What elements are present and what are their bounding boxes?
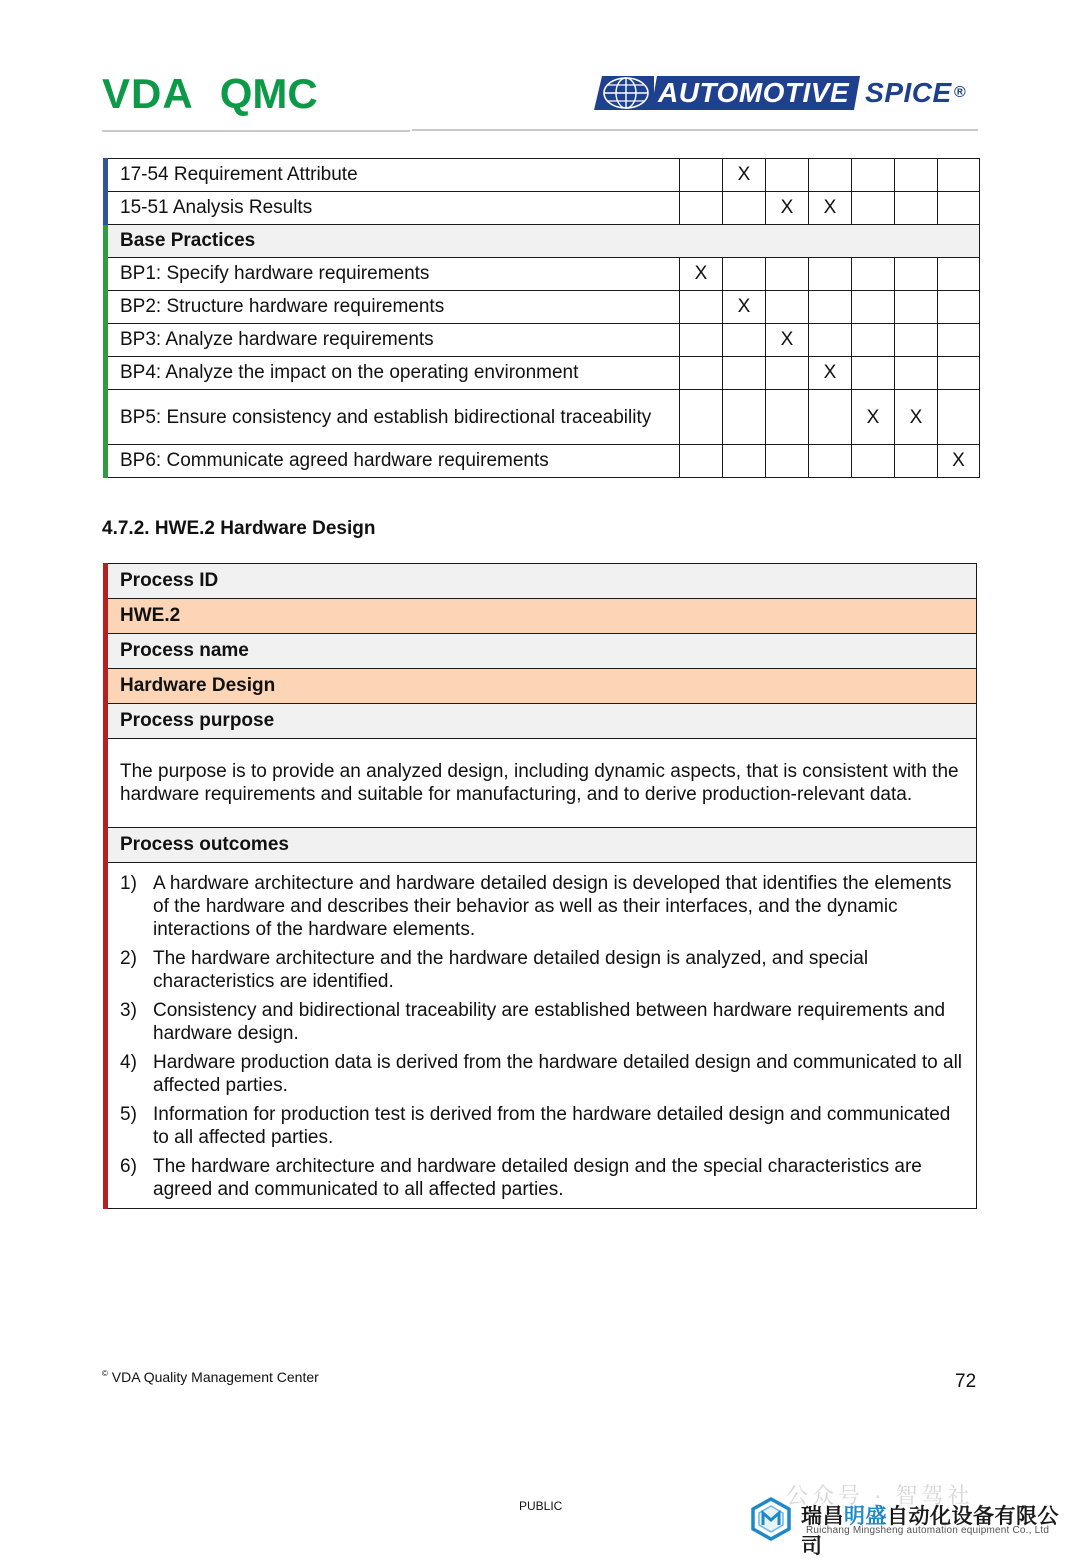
- process-id-label: Process ID: [106, 564, 977, 599]
- matrix-section-label: Base Practices: [106, 225, 980, 258]
- matrix-mark-cell: X: [809, 192, 852, 225]
- company-logo-icon: [750, 1497, 792, 1541]
- matrix-mark-cell: X: [852, 390, 895, 445]
- classification-label: PUBLIC: [519, 1499, 563, 1513]
- matrix-mark-cell: [938, 324, 980, 357]
- matrix-mark-cell: [723, 445, 766, 478]
- matrix-mark-cell: [766, 291, 809, 324]
- matrix-mark-cell: [852, 192, 895, 225]
- matrix-mark-cell: [680, 192, 723, 225]
- matrix-mark-cell: [723, 357, 766, 390]
- company-name-cn: 瑞昌明盛自动化设备有限公司: [801, 1504, 1059, 1558]
- matrix-mark-cell: X: [766, 324, 809, 357]
- matrix-mark-cell: [938, 357, 980, 390]
- outcome-number: 3): [120, 1000, 137, 1021]
- matrix-section-row: [106, 225, 980, 258]
- process-purpose-label: Process purpose: [106, 704, 977, 739]
- matrix-mark-cell: [680, 324, 723, 357]
- matrix-mark-cell: [723, 192, 766, 225]
- matrix-mark-cell: [938, 192, 980, 225]
- automotive-spice-logo: [594, 76, 978, 110]
- matrix-mark-cell: [852, 324, 895, 357]
- matrix-mark-cell: [938, 258, 980, 291]
- vda-logo-text: VDA: [102, 70, 194, 117]
- matrix-mark-cell: [723, 258, 766, 291]
- matrix-mark-cell: [680, 159, 723, 192]
- matrix-row: [106, 324, 980, 357]
- matrix-mark-cell: [895, 159, 938, 192]
- outcome-text: Consistency and bidirectional traceability are established between hardware requirements and hardware design.: [153, 1000, 946, 1044]
- matrix-mark-cell: [766, 159, 809, 192]
- matrix-mark-cell: [895, 192, 938, 225]
- matrix-mark-cell: [809, 291, 852, 324]
- outcome-text: Information for production test is derived from the hardware detailed design and communicated to all affected parties.: [153, 1104, 951, 1148]
- matrix-row-label: BP3: Analyze hardware requirements: [106, 324, 680, 357]
- matrix-mark-cell: [852, 159, 895, 192]
- outcome-number: 4): [120, 1052, 137, 1073]
- outcome-text: The hardware architecture and the hardware detailed design is analyzed, and special characteristics are identified.: [153, 948, 869, 992]
- watermark-ghost-text: 公众号 · 智驾社: [786, 1483, 974, 1508]
- header-rule-right: [412, 129, 978, 131]
- section-heading: 4.7.2. HWE.2 Hardware Design: [102, 518, 376, 539]
- matrix-mark-cell: X: [895, 390, 938, 445]
- matrix-mark-cell: [809, 390, 852, 445]
- outcome-text: A hardware architecture and hardware detailed design is developed that identifies the elements of the hardware and describes their behavior as well as their interfaces, and the dynamic interactions of the hardware elements.: [153, 873, 952, 940]
- outcome-text: Hardware production data is derived from the hardware detailed design and communicated to all affected parties.: [153, 1052, 963, 1096]
- vda-qmc-logo: [102, 70, 318, 118]
- matrix-mark-cell: [852, 291, 895, 324]
- globe-icon: [594, 76, 654, 110]
- matrix-mark-cell: [723, 390, 766, 445]
- matrix-mark-cell: [895, 445, 938, 478]
- matrix-row-label: BP2: Structure hardware requirements: [106, 291, 680, 324]
- outcome-number: 5): [120, 1104, 137, 1125]
- matrix-row: [106, 390, 980, 445]
- matrix-mark-cell: [809, 159, 852, 192]
- outcome-number: 6): [120, 1156, 137, 1177]
- process-outcomes-cell: [106, 863, 977, 1209]
- process-name-value: Hardware Design: [106, 669, 977, 704]
- header-rule-left: [102, 130, 410, 132]
- company-name-en: Ruichang Mingsheng automation equipment Co., Ltd: [806, 1525, 1050, 1536]
- outcome-number: 1): [120, 873, 137, 894]
- matrix-mark-cell: [895, 291, 938, 324]
- matrix-mark-cell: [766, 357, 809, 390]
- matrix-row: [106, 291, 980, 324]
- qmc-logo-text: QMC: [219, 70, 318, 117]
- matrix-mark-cell: [680, 390, 723, 445]
- process-id-value: HWE.2: [106, 599, 977, 634]
- process-name-label: Process name: [106, 634, 977, 669]
- matrix-row: [106, 357, 980, 390]
- matrix-row-label: BP5: Ensure consistency and establish bidirectional traceability: [106, 390, 680, 445]
- matrix-mark-cell: [852, 445, 895, 478]
- matrix-row: [106, 192, 980, 225]
- matrix-row-label: 15-51 Analysis Results: [106, 192, 680, 225]
- matrix-mark-cell: [852, 357, 895, 390]
- matrix-mark-cell: X: [680, 258, 723, 291]
- matrix-mark-cell: [938, 159, 980, 192]
- matrix-row: [106, 258, 980, 291]
- outcome-number: 2): [120, 948, 137, 969]
- matrix-mark-cell: [895, 324, 938, 357]
- matrix-mark-cell: [895, 258, 938, 291]
- matrix-mark-cell: [680, 291, 723, 324]
- spice-word-automotive: AUTOMOTIVE: [651, 76, 860, 110]
- matrix-row-label: BP4: Analyze the impact on the operating environment: [106, 357, 680, 390]
- matrix-mark-cell: [852, 258, 895, 291]
- matrix-mark-cell: [766, 258, 809, 291]
- work-product-matrix: [103, 158, 980, 478]
- matrix-mark-cell: [809, 445, 852, 478]
- spice-word-spice: SPICE ®: [865, 77, 966, 108]
- matrix-row-label: 17-54 Requirement Attribute: [106, 159, 680, 192]
- outcome-item: [120, 999, 968, 1045]
- outcome-text: The hardware architecture and hardware detailed design and the special characteristics are agreed and communicated to all affected parties.: [153, 1156, 922, 1200]
- matrix-mark-cell: [723, 324, 766, 357]
- matrix-mark-cell: X: [938, 445, 980, 478]
- matrix-mark-cell: X: [723, 291, 766, 324]
- matrix-mark-cell: [809, 258, 852, 291]
- matrix-mark-cell: [680, 357, 723, 390]
- matrix-mark-cell: [809, 324, 852, 357]
- matrix-mark-cell: X: [723, 159, 766, 192]
- matrix-mark-cell: [938, 291, 980, 324]
- outcome-item: [120, 947, 968, 993]
- matrix-mark-cell: X: [809, 357, 852, 390]
- matrix-row-label: BP1: Specify hardware requirements: [106, 258, 680, 291]
- outcome-item: [120, 1155, 968, 1201]
- outcome-item: [120, 872, 968, 941]
- matrix-row: [106, 159, 980, 192]
- matrix-mark-cell: [938, 390, 980, 445]
- matrix-mark-cell: [895, 357, 938, 390]
- outcome-item: [120, 1051, 968, 1097]
- matrix-mark-cell: [766, 445, 809, 478]
- matrix-mark-cell: [680, 445, 723, 478]
- matrix-mark-cell: X: [766, 192, 809, 225]
- outcome-item: [120, 1103, 968, 1149]
- matrix-row: [106, 445, 980, 478]
- footer-copyright: © VDA Quality Management Center: [102, 1369, 319, 1385]
- page-number: 72: [955, 1371, 977, 1392]
- process-purpose-text: The purpose is to provide an analyzed design, including dynamic aspects, that is consistent with the hardware requirements and suitable for manufacturing, and to derive production-relevant data.: [106, 739, 977, 828]
- matrix-mark-cell: [766, 390, 809, 445]
- process-table: [103, 563, 977, 1209]
- matrix-row-label: BP6: Communicate agreed hardware requirements: [106, 445, 680, 478]
- process-outcomes-label: Process outcomes: [106, 828, 977, 863]
- outcomes-list: [120, 872, 968, 1201]
